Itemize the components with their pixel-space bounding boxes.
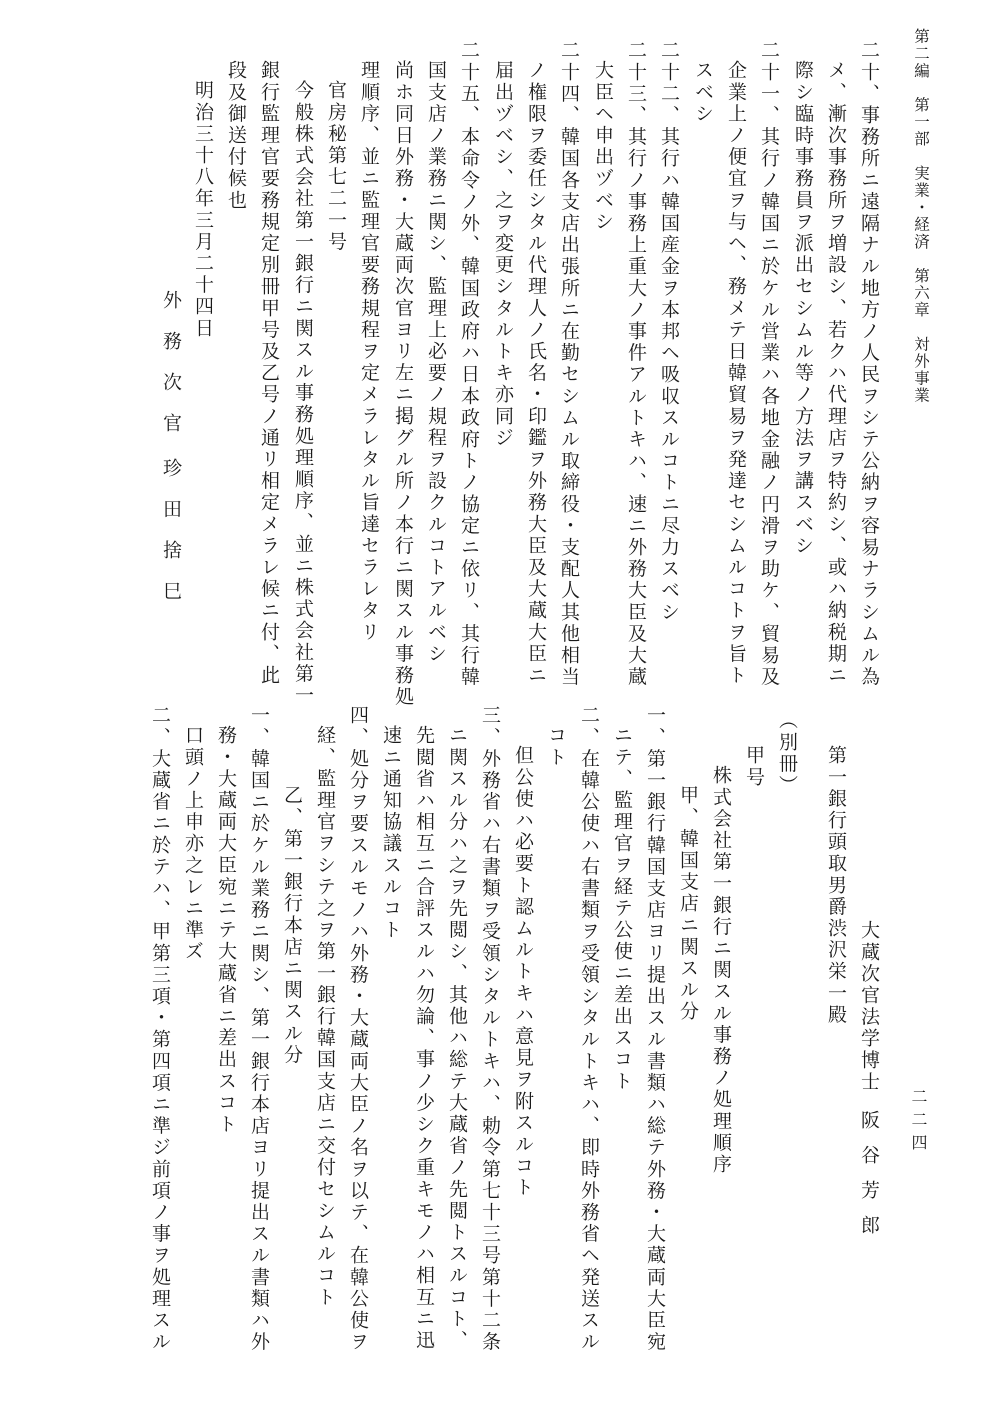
text-line: ニ関スル分ハ之ヲ先閲シ、其他ハ総テ大蔵省ノ先閲トスルコト、	[446, 725, 468, 1352]
document-date: 明治三十八年三月二十四日	[192, 80, 214, 340]
text-line: 先閲省ハ相互ニ合評スルハ勿論、事ノ少シク重キモノハ相互ニ迅	[413, 725, 435, 1352]
page-number: 二二四	[909, 1088, 928, 1157]
text-line: 四、処分ヲ要スルモノハ外務・大蔵両大臣ノ名ヲ以テ、在韓公使ヲ	[347, 705, 369, 1353]
text-line: 二十、事務所ニ遠隔ナル地方ノ人民ヲシテ公納ヲ容易ナラシムル為	[858, 40, 880, 688]
text-line: 三、外務省ハ右書類ヲ受領シタルトキハ、勅令第七十三号第十二条	[479, 705, 501, 1353]
text-line: ニテ、監理官ヲ経テ公使ニ差出スコト	[611, 725, 633, 1093]
text-line: 一、第一銀行韓国支店ヨリ提出スル書類ハ総テ外務・大蔵両大臣宛	[644, 705, 666, 1353]
text-line: 国支店ノ業務ニ関シ、監理上必要ノ規程ヲ設クルコトアルベシ	[425, 60, 447, 665]
text-line: 企業上ノ便宜ヲ与ヘ、務メテ日韓貿易ヲ発達セシムルコトヲ旨ト	[725, 60, 747, 687]
running-head: 第二編 第一部 実業・経済 第六章 対外事業	[912, 28, 930, 405]
text-line: 二十三、其行ノ事務上重大ノ事件アルトキハ、速ニ外務大臣及大蔵	[625, 40, 647, 688]
sender-title: 大蔵次官法学博士	[858, 920, 880, 1093]
annex-label: （別冊）	[776, 710, 798, 797]
text-line: 大臣ヘ申出ヅベシ	[592, 60, 614, 233]
sender-name: 阪谷芳郎	[858, 1110, 880, 1250]
text-line: 二十五、本命令ノ外、韓国政府ハ日本政府トノ協定ニ依リ、其行韓	[458, 40, 480, 688]
kou-title: 株式会社第一銀行ニ関スル事務ノ処理順序	[710, 765, 732, 1176]
addressee: 第一銀行頭取男爵渋沢栄一殿	[825, 745, 847, 1026]
signature-title: 外務次官	[160, 290, 182, 454]
signature-name: 珍田捨巳	[160, 458, 182, 622]
text-line: 務・大蔵両大臣宛ニテ大蔵省ニ差出スコト	[215, 725, 237, 1136]
text-line: 二、在韓公使ハ右書類ヲ受領シタルトキハ、即時外務省ヘ発送スル	[578, 705, 600, 1353]
kou-label: 甲号	[743, 745, 765, 789]
otsu-subheading: 乙、第一銀行本店ニ関スル分	[281, 785, 303, 1066]
text-line: コト	[545, 725, 567, 769]
text-line: 二十一、其行ノ韓国ニ於ケル営業ハ各地金融ノ円滑ヲ助ケ、貿易及	[758, 40, 780, 688]
text-line: 二十四、韓国各支店出張所ニ在勤セシムル取締役・支配人其他相当	[558, 40, 580, 688]
kou-subheading: 甲、韓国支店ニ関スル分	[677, 785, 699, 1023]
text-line: 届出ヅベシ、之ヲ変更シタルトキ亦同ジ	[492, 60, 514, 449]
text-line: 段及御送付候也	[225, 60, 247, 212]
text-line: 銀行監理官要務規定別冊甲号及乙号ノ通リ相定メラレ候ニ付、此	[258, 60, 280, 687]
text-line: 官房秘第七二一号	[325, 80, 347, 253]
text-line: ノ権限ヲ委任シタル代理人ノ氏名・印鑑ヲ外務大臣及大蔵大臣ニ	[525, 60, 547, 687]
text-line: メ、漸次事務所ヲ増設シ、若クハ代理店ヲ特約シ、或ハ納税期ニ	[825, 60, 847, 687]
text-line: 二、大蔵省ニ於テハ、甲第三項・第四項ニ準ジ前項ノ事ヲ処理スル	[149, 705, 171, 1353]
text-line: 際シ臨時事務員ヲ派出セシムル等ノ方法ヲ講スベシ	[792, 60, 814, 557]
text-line: 二十二、其行ハ韓国産金ヲ本邦ヘ吸収スルコトニ尽力スベシ	[658, 40, 680, 624]
text-line: 但公使ハ必要ト認ムルトキハ意見ヲ附スルコト	[512, 745, 534, 1199]
text-line: 今般株式会社第一銀行ニ関スル事務処理順序、並ニ株式会社第一	[292, 80, 314, 707]
text-line: 口頭ノ上申亦之レニ準ズ	[182, 725, 204, 963]
text-line: 一、韓国ニ於ケル業務ニ関シ、第一銀行本店ヨリ提出スル書類ハ外	[248, 705, 270, 1353]
text-line: 速ニ通知協議スルコト	[380, 725, 402, 941]
text-line: 理順序、並ニ監理官要務規程ヲ定メラレタル旨達セラレタリ	[358, 60, 380, 644]
text-line: スベシ	[692, 60, 714, 125]
text-line: 経、監理官ヲシテ之ヲ第一銀行韓国支店ニ交付セシムルコト	[314, 725, 336, 1309]
text-line: 尚ホ同日外務・大蔵両次官ヨリ左ニ掲グル所ノ本行ニ関スル事務処	[392, 60, 414, 708]
